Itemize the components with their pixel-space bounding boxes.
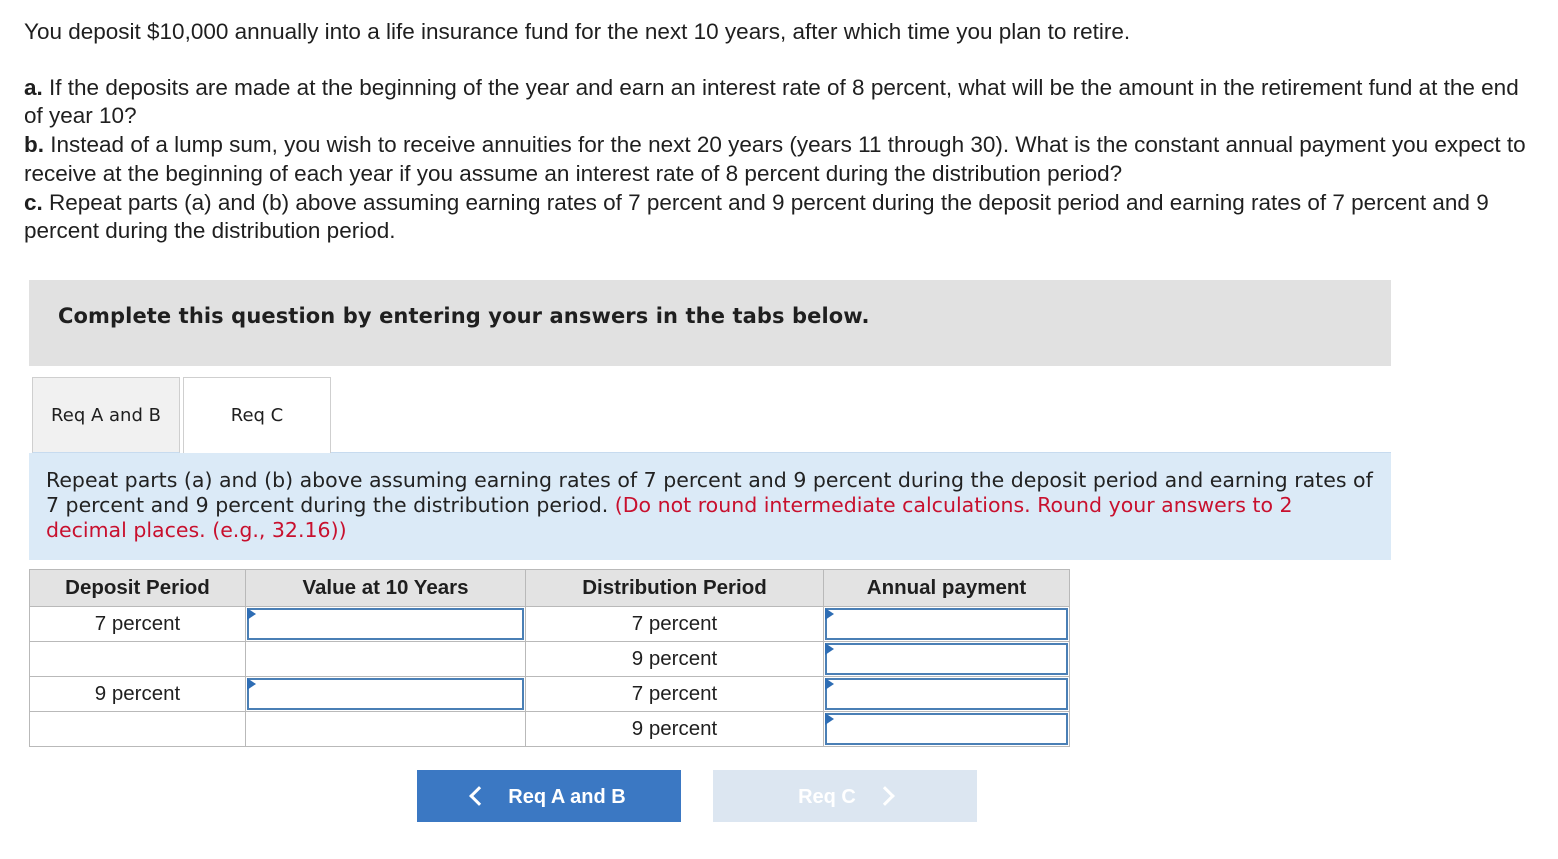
table-row: [30, 712, 1070, 747]
rounding-note: (Do not round intermediate calculations. Round your answers to 2 decimal places. (e.g., 32.16)): [46, 493, 1293, 542]
question-part-a: [24, 74, 1539, 131]
annual-payment-input-9-7[interactable]: [825, 678, 1068, 710]
next-tab-button[interactable]: [713, 770, 977, 822]
tab-req-a-and-b[interactable]: Req A and B: [32, 377, 180, 453]
input-flag-icon: [825, 608, 834, 620]
distribution-rate-cell: 7 percent: [526, 677, 824, 712]
input-flag-icon: [825, 678, 834, 690]
deposit-rate-cell: 9 percent: [30, 677, 246, 712]
next-tab-label: Req C: [798, 786, 856, 808]
table-header-row: [30, 570, 1070, 607]
deposit-rate-cell: [30, 712, 246, 747]
value-cell: [246, 677, 526, 712]
input-flag-icon: [825, 713, 834, 725]
input-flag-icon: [247, 608, 256, 620]
value-at-10-years-input-9pct[interactable]: [247, 678, 524, 710]
payment-cell: [824, 712, 1070, 747]
prev-tab-button[interactable]: [417, 770, 681, 822]
instructions-banner: [29, 280, 1391, 366]
input-flag-icon: [825, 643, 834, 655]
question-intro: You deposit $10,000 annually into a life insurance fund for the next 10 years, after which time you plan to retire.: [24, 19, 1131, 44]
req-c-instructions-text: Repeat parts (a) and (b) above assuming earning rates of 7 percent and 9 percent during the deposit period and earning rates of 7 percent and 9 percent during the distribution period.: [46, 468, 1373, 517]
instructions-text: Complete this question by entering your answers in the tabs below.: [58, 304, 870, 328]
prev-tab-label: Req A and B: [508, 786, 626, 808]
table-row: [30, 677, 1070, 712]
table-row: [30, 642, 1070, 677]
value-cell-empty: [246, 642, 526, 677]
answer-table: [29, 569, 1070, 747]
part-c-text: Repeat parts (a) and (b) above assuming earning rates of 7 percent and 9 percent during the deposit period and earning rates of 7 percent and 9 percent during the distribution period.: [24, 189, 1489, 244]
req-c-instructions: [29, 453, 1391, 560]
value-at-10-years-input-7pct[interactable]: [247, 608, 524, 640]
tab-req-c[interactable]: Req C: [183, 377, 331, 454]
input-flag-icon: [247, 678, 256, 690]
question-part-c: [24, 189, 1539, 246]
deposit-rate-cell: 7 percent: [30, 607, 246, 642]
part-b-label: b.: [24, 132, 44, 158]
deposit-rate-cell: [30, 642, 246, 677]
header-distribution-period: Distribution Period: [526, 570, 824, 607]
value-cell-empty: [246, 712, 526, 747]
payment-cell: [824, 607, 1070, 642]
chevron-left-icon: [469, 786, 489, 806]
question-part-b: [24, 131, 1539, 188]
header-annual-payment: Annual payment: [824, 570, 1070, 607]
header-value-at-10-years: Value at 10 Years: [246, 570, 526, 607]
distribution-rate-cell: 9 percent: [526, 712, 824, 747]
part-a-text: If the deposits are made at the beginning of the year and earn an interest rate of 8 percent, what will be the amount in the retirement fund at the end of year 10?: [24, 74, 1519, 129]
header-deposit-period: Deposit Period: [30, 570, 246, 607]
part-b-text: Instead of a lump sum, you wish to receive annuities for the next 20 years (years 11 through 30). What is the constant annual payment you expect to receive at the beginning of each year if you assume an interest rate of 8 percent during the distribution period?: [24, 132, 1526, 186]
distribution-rate-cell: 9 percent: [526, 642, 824, 677]
payment-cell: [824, 642, 1070, 677]
payment-cell: [824, 677, 1070, 712]
annual-payment-input-7-7[interactable]: [825, 608, 1068, 640]
part-c-label: c.: [24, 189, 43, 215]
annual-payment-input-9-9[interactable]: [825, 713, 1068, 745]
question-text: [24, 18, 1539, 246]
chevron-right-icon: [875, 786, 895, 806]
table-row: [30, 607, 1070, 642]
annual-payment-input-7-9[interactable]: [825, 643, 1068, 675]
distribution-rate-cell: 7 percent: [526, 607, 824, 642]
value-cell: [246, 607, 526, 642]
part-a-label: a.: [24, 74, 43, 100]
